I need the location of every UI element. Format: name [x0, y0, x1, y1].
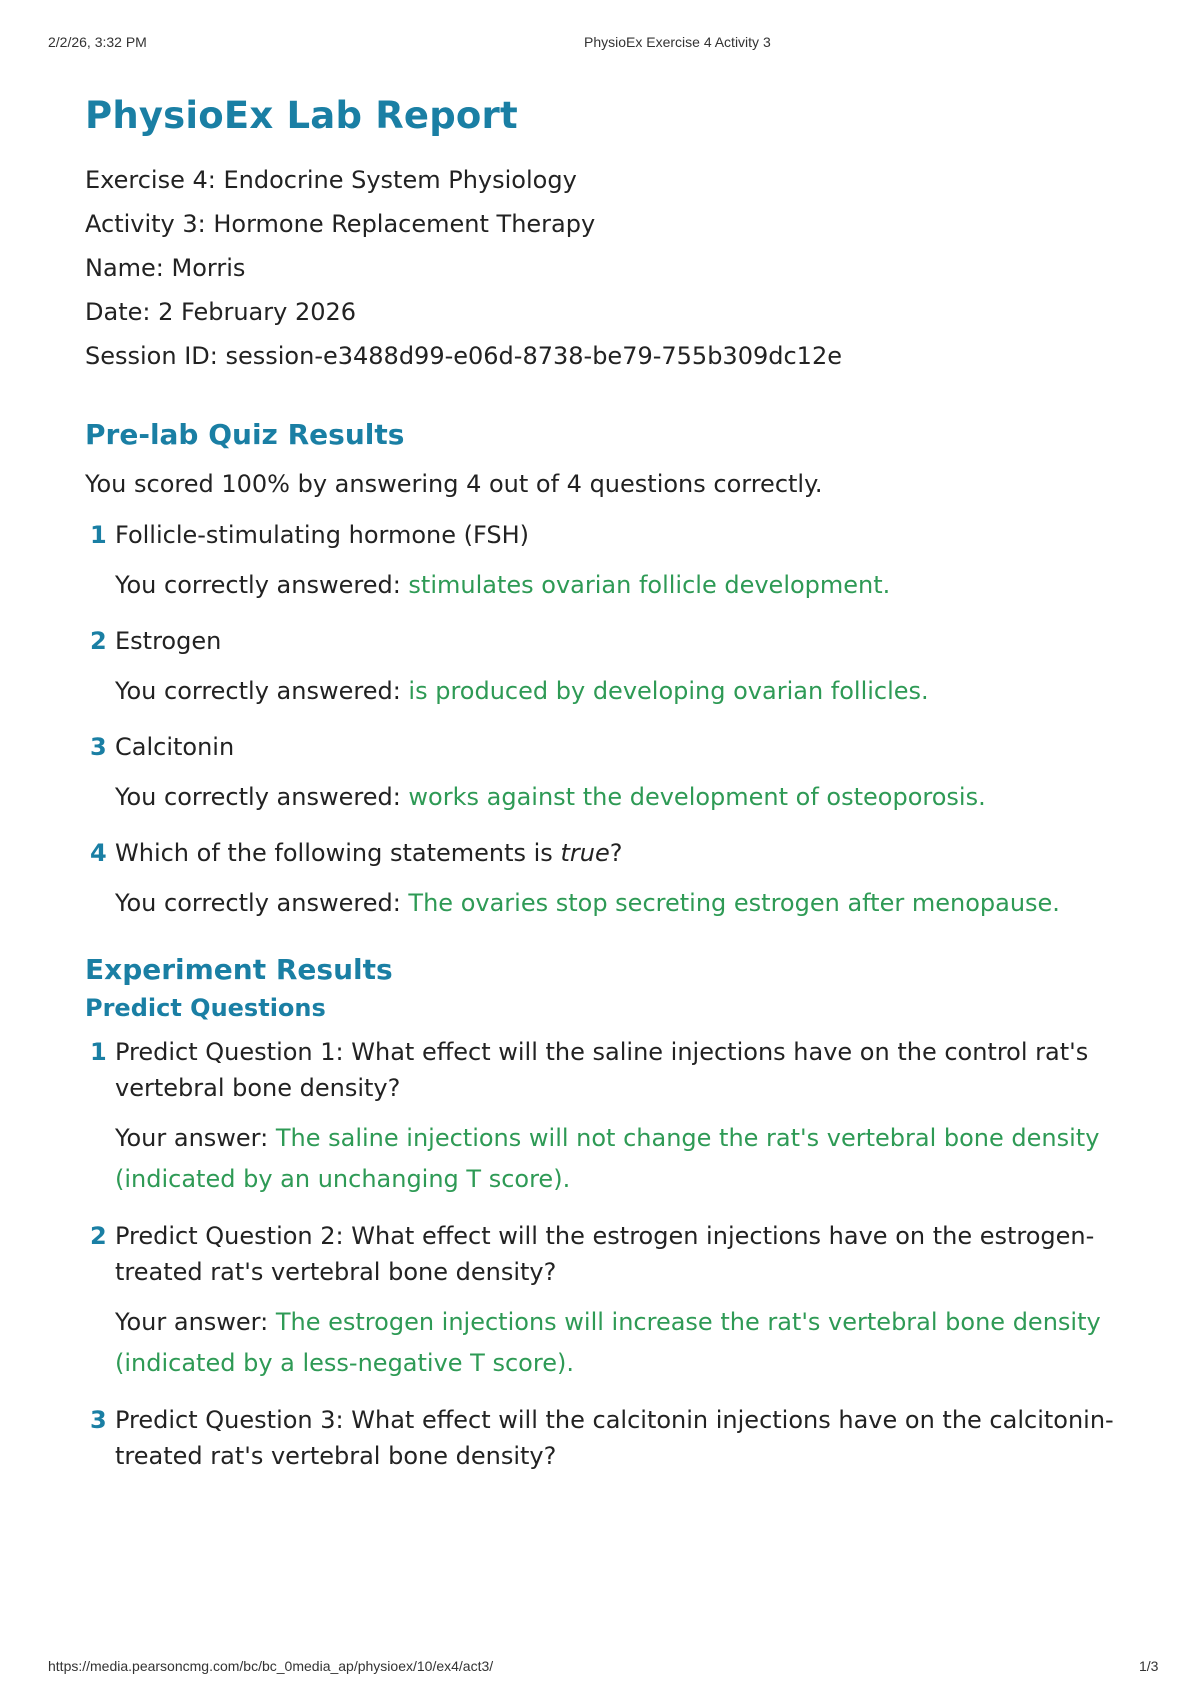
report-meta: [85, 158, 1135, 378]
question-answer: [115, 1302, 1135, 1384]
answer-text: stimulates ovarian follicle development.: [408, 571, 891, 599]
question-number: 3: [90, 733, 107, 761]
question-text: Predict Question 2: What effect will the estrogen injections have on the estrogen-treated rat's vertebral bone density?: [115, 1222, 1095, 1286]
answer-label: You correctly answered:: [115, 783, 401, 811]
page-number: 1/3: [1139, 1658, 1159, 1674]
question-text: Follicle-stimulating hormone (FSH): [115, 521, 530, 549]
answer-label: You correctly answered:: [115, 677, 401, 705]
report-title: PhysioEx Lab Report: [85, 94, 518, 137]
prelab-heading: Pre-lab Quiz Results: [85, 418, 405, 451]
quiz-score: You scored 100% by answering 4 out of 4 questions correctly.: [85, 470, 823, 498]
date-line: Date: 2 February 2026: [85, 298, 357, 326]
question-number: 1: [90, 1038, 107, 1066]
question-answer: [115, 779, 1135, 815]
prelab-question: [85, 729, 1135, 815]
answer-text: The saline injections will not change the rat's vertebral bone density (indicated by an unchanging T score).: [115, 1124, 1100, 1193]
print-datetime: 2/2/26, 3:32 PM: [48, 34, 147, 50]
report-content: [85, 92, 1135, 1492]
prelab-question-list: [85, 517, 1135, 921]
question-text: Calcitonin: [115, 733, 235, 761]
question-text: Estrogen: [115, 627, 222, 655]
question-text: Predict Question 3: What effect will the calcitonin injections have on the calcitonin-treated rat's vertebral bone density?: [115, 1406, 1114, 1470]
question-answer: [115, 1118, 1135, 1200]
question-text: [115, 835, 1135, 871]
answer-label: You correctly answered:: [115, 571, 401, 599]
question-number: 2: [90, 1222, 107, 1250]
predict-question: [85, 1402, 1135, 1474]
prelab-question: [85, 517, 1135, 603]
name-line: Name: Morris: [85, 254, 246, 282]
prelab-question: [85, 835, 1135, 921]
session-line: Session ID: session-e3488d99-e06d-8738-be79-755b309dc12e: [85, 342, 842, 370]
experiment-heading: Experiment Results: [85, 953, 393, 986]
question-number: 1: [90, 521, 107, 549]
question-answer: [115, 673, 1135, 709]
question-text: Predict Question 1: What effect will the saline injections have on the control rat's vertebral bone density?: [115, 1038, 1089, 1102]
answer-label: Your answer:: [115, 1124, 269, 1152]
question-text-emphasis: true: [560, 839, 610, 867]
predict-question: [85, 1218, 1135, 1384]
answer-label: Your answer:: [115, 1308, 269, 1336]
predict-question: [85, 1034, 1135, 1200]
question-number: 3: [90, 1406, 107, 1434]
question-answer: [115, 567, 1135, 603]
question-text-before: Which of the following statements is: [115, 839, 553, 867]
predict-heading: Predict Questions: [85, 994, 326, 1022]
answer-label: You correctly answered:: [115, 889, 401, 917]
answer-text: is produced by developing ovarian follicles.: [408, 677, 929, 705]
exercise-line: Exercise 4: Endocrine System Physiology: [85, 166, 577, 194]
answer-text: The estrogen injections will increase the rat's vertebral bone density (indicated by a less-negative T score).: [115, 1308, 1101, 1377]
answer-text: The ovaries stop secreting estrogen after menopause.: [408, 889, 1060, 917]
activity-line: Activity 3: Hormone Replacement Therapy: [85, 210, 596, 238]
answer-text: works against the development of osteoporosis.: [408, 783, 986, 811]
page-url: https://media.pearsoncmg.com/bc/bc_0media_ap/physioex/10/ex4/act3/: [48, 1658, 494, 1674]
predict-question-list: [85, 1034, 1135, 1474]
question-text-after: ?: [609, 839, 623, 867]
question-number: 4: [90, 839, 107, 867]
prelab-question: [85, 623, 1135, 709]
question-answer: [115, 885, 1135, 921]
question-number: 2: [90, 627, 107, 655]
print-doc-title: PhysioEx Exercise 4 Activity 3: [584, 34, 771, 50]
